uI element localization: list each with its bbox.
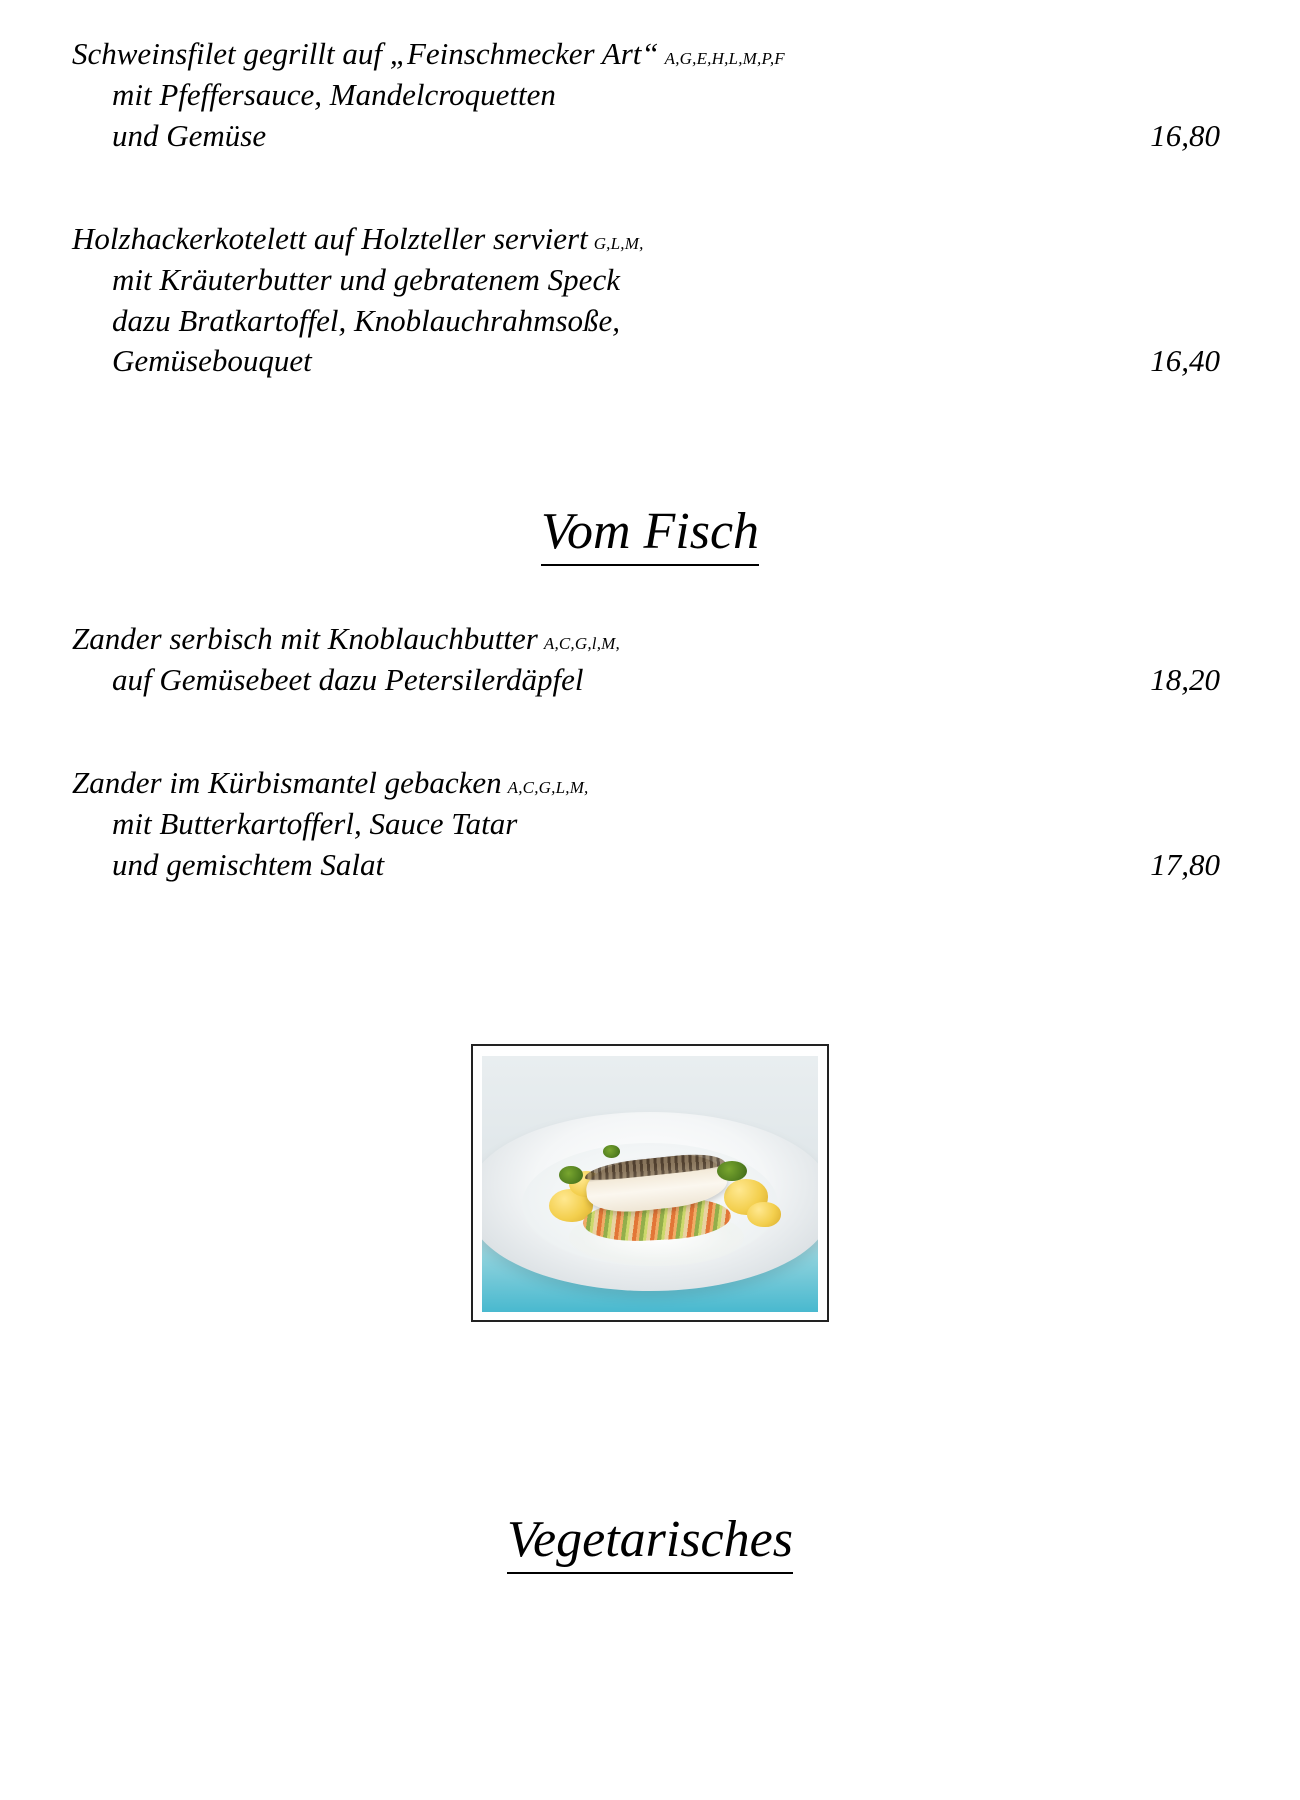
allergen-codes: A,G,E,H,L,M,P,F xyxy=(664,49,785,68)
menu-item-line xyxy=(72,260,1220,301)
menu-item-name: Schweinsfilet gegrillt auf „Feinschmecker Art“ xyxy=(72,36,659,71)
item-gap xyxy=(0,185,1300,219)
herb-garnish-icon xyxy=(603,1145,620,1158)
menu-item xyxy=(0,763,1300,886)
menu-item-line xyxy=(72,341,1220,382)
menu-item-price: 16,80 xyxy=(1150,117,1220,153)
menu-item-line xyxy=(72,116,1220,157)
menu-item xyxy=(0,34,1300,157)
menu-item-line xyxy=(72,219,1220,260)
menu-item-desc: auf Gemüsebeet dazu Petersilerdäpfel xyxy=(112,662,584,698)
section-gap xyxy=(0,410,1300,502)
dish-photo-container xyxy=(0,1044,1300,1322)
menu-item-desc: Gemüsebouquet xyxy=(112,343,312,379)
section-heading-vegetarian xyxy=(0,1510,1300,1569)
menu-item-line xyxy=(72,660,1220,701)
menu-item-line xyxy=(72,301,1220,342)
menu-item-desc: mit Pfeffersauce, Mandelcroquetten xyxy=(112,76,556,112)
allergen-codes: A,C,G,L,M, xyxy=(507,778,589,798)
top-spacer xyxy=(0,0,1300,34)
menu-item-line xyxy=(72,804,1220,845)
photo-gap xyxy=(0,914,1300,1044)
menu-item xyxy=(0,619,1300,701)
menu-item-price: 18,20 xyxy=(1150,662,1220,698)
dish-photo xyxy=(482,1056,818,1312)
menu-item-desc: mit Butterkartofferl, Sauce Tatar xyxy=(112,806,518,842)
menu-item-price: 17,80 xyxy=(1150,846,1220,882)
potato-shape xyxy=(747,1202,781,1228)
menu-item-desc: und Gemüse xyxy=(112,117,267,153)
bottom-gap-2 xyxy=(0,1452,1300,1510)
menu-item-line xyxy=(72,845,1220,886)
dish-photo-frame xyxy=(471,1044,829,1322)
menu-item-name: Holzhackerkotelett auf Holzteller serviert xyxy=(72,220,588,256)
menu-item-name: Zander im Kürbismantel gebacken xyxy=(72,765,502,801)
menu-item-desc: und gemischtem Salat xyxy=(112,846,385,882)
allergen-codes: A,C,G,l,M, xyxy=(543,634,620,654)
menu-item-line xyxy=(72,763,1220,804)
menu-item-desc: mit Kräuterbutter und gebratenem Speck xyxy=(112,261,620,297)
herb-garnish-icon xyxy=(559,1166,583,1184)
section-heading-fish-text: Vom Fisch xyxy=(541,503,759,566)
menu-item-price: 16,40 xyxy=(1150,343,1220,379)
menu-item-line xyxy=(72,34,1220,75)
menu-item-line xyxy=(72,75,1220,116)
item-gap xyxy=(0,729,1300,763)
menu-item-name: Zander serbisch mit Knoblauchbutter xyxy=(72,621,538,657)
menu-item-line xyxy=(72,619,1220,660)
menu-item-desc: dazu Bratkartoffel, Knoblauchrahmsoße, xyxy=(112,302,621,338)
bottom-gap xyxy=(0,1322,1300,1452)
heading-gap xyxy=(0,561,1300,619)
section-heading-vegetarian-text: Vegetarisches xyxy=(507,1511,793,1574)
allergen-codes: G,L,M, xyxy=(593,233,644,253)
menu-item xyxy=(0,219,1300,383)
section-heading-fish xyxy=(0,502,1300,561)
